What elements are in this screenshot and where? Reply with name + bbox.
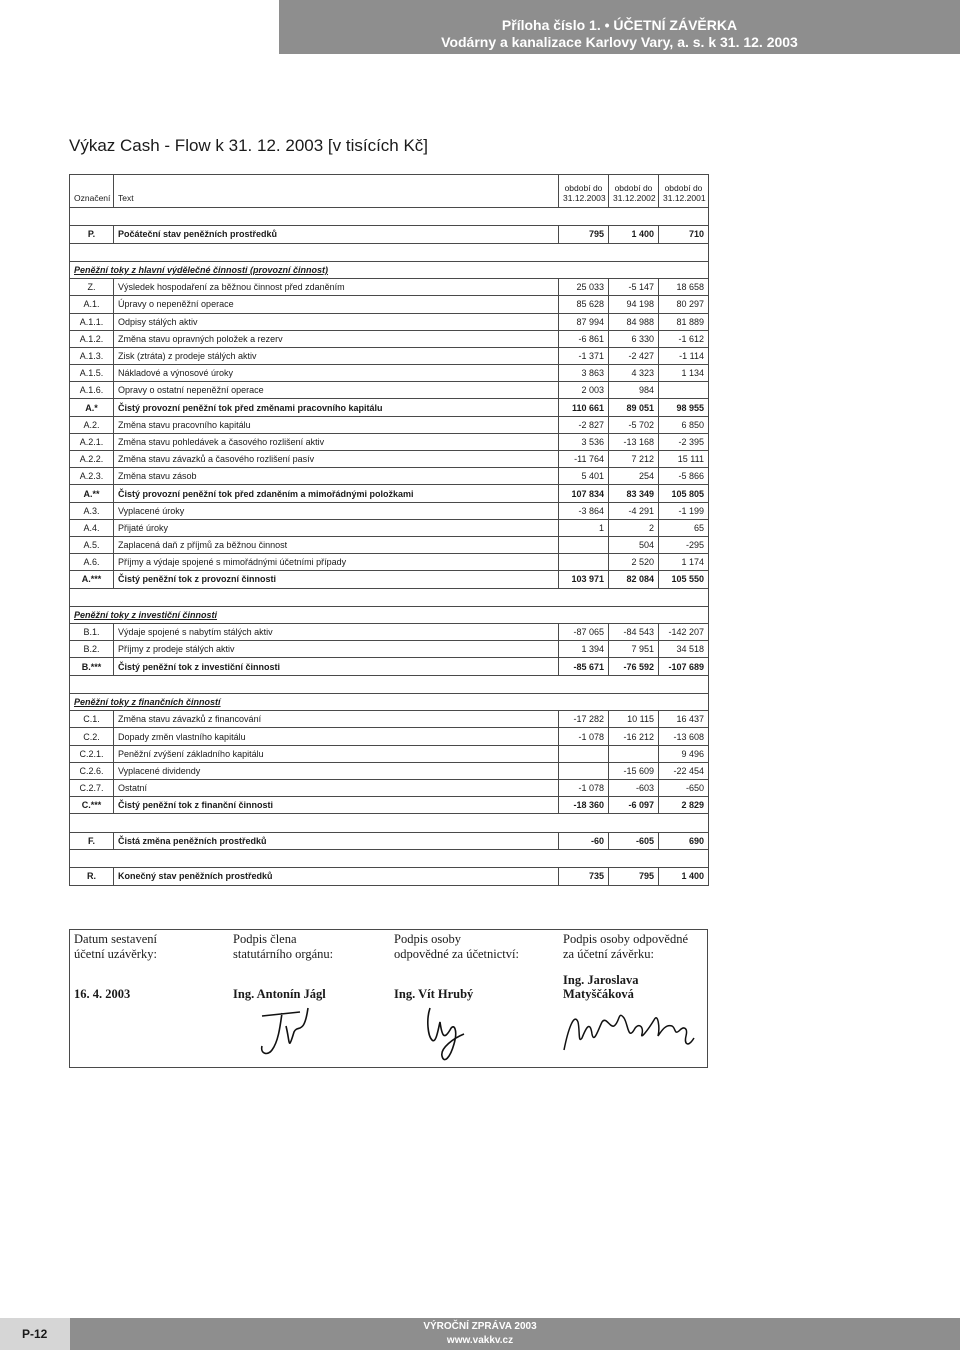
- signature-block: [69, 929, 708, 1068]
- value-2002: 1 400: [609, 226, 659, 243]
- row-code: A.1.1.: [70, 313, 114, 330]
- value-2002: 254: [609, 468, 659, 485]
- value-2001: 18 658: [659, 279, 709, 296]
- row-code: P.: [70, 226, 114, 243]
- page-title: Výkaz Cash - Flow k 31. 12. 2003 [v tisících Kč]: [69, 136, 429, 155]
- value-2003: [559, 536, 609, 553]
- row-text: Příjmy a výdaje spojené s mimořádnými účetními případy: [114, 554, 559, 571]
- row-code: A.2.3.: [70, 468, 114, 485]
- row-code: A.***: [70, 571, 114, 588]
- value-2001: 98 955: [659, 399, 709, 416]
- table-row: [70, 745, 709, 762]
- table-row: [70, 279, 709, 296]
- table-row: [70, 347, 709, 364]
- value-2002: 84 988: [609, 313, 659, 330]
- value-2003: -1 078: [559, 728, 609, 745]
- value-2003: [559, 762, 609, 779]
- value-2001: 16 437: [659, 711, 709, 728]
- row-code: A.2.2.: [70, 451, 114, 468]
- value-2002: 504: [609, 536, 659, 553]
- table-row: [70, 485, 709, 502]
- col-header-2002: období do 31.12.2002: [609, 175, 659, 208]
- table-row: [70, 468, 709, 485]
- col-header-2003: období do 31.12.2003: [559, 175, 609, 208]
- row-text: Dopady změn vlastního kapitálu: [114, 728, 559, 745]
- row-text: Výsledek hospodaření za běžnou činnost před zdaněním: [114, 279, 559, 296]
- row-text: Čistý provozní peněžní tok před změnami pracovního kapitálu: [114, 399, 559, 416]
- value-2001: -107 689: [659, 658, 709, 675]
- table-row: [70, 416, 709, 433]
- value-2001: 1 400: [659, 868, 709, 885]
- value-2002: [609, 745, 659, 762]
- row-text: Změna stavu pohledávek a časového rozlišení aktiv: [114, 433, 559, 450]
- row-text: Vyplacené úroky: [114, 502, 559, 519]
- value-2001: 105 805: [659, 485, 709, 502]
- row-text: Ostatní: [114, 780, 559, 797]
- value-2001: 81 889: [659, 313, 709, 330]
- value-2001: [659, 382, 709, 399]
- row-code: Z.: [70, 279, 114, 296]
- accountant-label: Podpis osoby odpovědné za účetnictví:: [394, 932, 519, 961]
- row-text: Změna stavu opravných položek a rezerv: [114, 330, 559, 347]
- value-2001: 6 850: [659, 416, 709, 433]
- table-row: [70, 797, 709, 814]
- value-2002: 7 951: [609, 641, 659, 658]
- table-row: [70, 451, 709, 468]
- row-text: Výdaje spojené s nabytím stálých aktiv: [114, 624, 559, 641]
- value-2003: -87 065: [559, 624, 609, 641]
- value-2001: 9 496: [659, 745, 709, 762]
- value-2001: 1 134: [659, 365, 709, 382]
- value-2003: -1 371: [559, 347, 609, 364]
- row-code: A.1.5.: [70, 365, 114, 382]
- row-code: A.5.: [70, 536, 114, 553]
- table-row: [70, 554, 709, 571]
- row-text: Konečný stav peněžních prostředků: [114, 868, 559, 885]
- value-2001: 65: [659, 519, 709, 536]
- value-2003: 107 834: [559, 485, 609, 502]
- table-row: [70, 519, 709, 536]
- value-2002: 2: [609, 519, 659, 536]
- value-2002: 2 520: [609, 554, 659, 571]
- value-2001: -2 395: [659, 433, 709, 450]
- table-row: [70, 502, 709, 519]
- value-2003: -60: [559, 832, 609, 849]
- value-2001: 710: [659, 226, 709, 243]
- value-2003: -1 078: [559, 780, 609, 797]
- value-2001: -1 199: [659, 502, 709, 519]
- value-2003: 25 033: [559, 279, 609, 296]
- row-text: Změna stavu zásob: [114, 468, 559, 485]
- table-row: [70, 762, 709, 779]
- value-2003: 87 994: [559, 313, 609, 330]
- value-2003: 1: [559, 519, 609, 536]
- row-text: Opravy o ostatní nepeněžní operace: [114, 382, 559, 399]
- section-row: [70, 694, 709, 711]
- section-row: [70, 606, 709, 623]
- value-2003: -17 282: [559, 711, 609, 728]
- header-band: [279, 0, 960, 54]
- row-code: A.1.6.: [70, 382, 114, 399]
- table-row: [70, 780, 709, 797]
- value-2002: -605: [609, 832, 659, 849]
- row-code: A.**: [70, 485, 114, 502]
- value-2002: -2 427: [609, 347, 659, 364]
- row-text: Počáteční stav peněžních prostředků: [114, 226, 559, 243]
- value-2001: -1 114: [659, 347, 709, 364]
- value-2003: 795: [559, 226, 609, 243]
- section-title: Peněžní toky z hlavní výdělečné činnosti (provozní činnost): [70, 261, 709, 278]
- signature-board: [250, 1002, 320, 1060]
- row-text: Odpisy stálých aktiv: [114, 313, 559, 330]
- value-2002: -76 592: [609, 658, 659, 675]
- row-code: C.***: [70, 797, 114, 814]
- value-2002: -16 212: [609, 728, 659, 745]
- row-text: Úpravy o nepeněžní operace: [114, 296, 559, 313]
- value-2001: -295: [659, 536, 709, 553]
- col-header-2001: období do 31.12.2001: [659, 175, 709, 208]
- row-text: Změna stavu pracovního kapitálu: [114, 416, 559, 433]
- spacer-row: [70, 849, 709, 867]
- footer-website: www.vakkv.cz: [446, 1335, 514, 1346]
- value-2003: 735: [559, 868, 609, 885]
- row-text: Nákladové a výnosové úroky: [114, 365, 559, 382]
- table-row: [70, 226, 709, 243]
- value-2002: -4 291: [609, 502, 659, 519]
- spacer-row: [70, 675, 709, 693]
- table-row: [70, 296, 709, 313]
- value-2001: -142 207: [659, 624, 709, 641]
- row-text: Čistá změna peněžních prostředků: [114, 832, 559, 849]
- board-name: Ing. Antonín Jágl: [233, 987, 326, 1001]
- board-label: Podpis člena statutárního orgánu:: [233, 932, 334, 961]
- row-text: Přijaté úroky: [114, 519, 559, 536]
- row-text: Čistý provozní peněžní tok před zdaněním a mimořádnými položkami: [114, 485, 559, 502]
- spacer-row: [70, 243, 709, 261]
- value-2002: -13 168: [609, 433, 659, 450]
- row-code: C.1.: [70, 711, 114, 728]
- value-2002: 984: [609, 382, 659, 399]
- row-code: C.2.6.: [70, 762, 114, 779]
- signature-accountant: [420, 1000, 480, 1066]
- row-code: A.*: [70, 399, 114, 416]
- footer-report-title: VÝROČNÍ ZPRÁVA 2003: [423, 1321, 537, 1332]
- table-row: [70, 330, 709, 347]
- row-code: C.2.: [70, 728, 114, 745]
- row-text: Vyplacené dividendy: [114, 762, 559, 779]
- value-2003: 3 863: [559, 365, 609, 382]
- value-2002: 6 330: [609, 330, 659, 347]
- row-text: Zisk (ztráta) z prodeje stálých aktiv: [114, 347, 559, 364]
- section-row: [70, 261, 709, 278]
- value-2003: 2 003: [559, 382, 609, 399]
- row-text: Čistý peněžní tok z finanční činnosti: [114, 797, 559, 814]
- closing-label: Podpis osoby odpovědné za účetní závěrku:: [563, 932, 688, 961]
- value-2002: -84 543: [609, 624, 659, 641]
- row-code: C.2.1.: [70, 745, 114, 762]
- row-text: Peněžní zvýšení základního kapitálu: [114, 745, 559, 762]
- value-2003: -6 861: [559, 330, 609, 347]
- value-2003: 103 971: [559, 571, 609, 588]
- value-2003: -3 864: [559, 502, 609, 519]
- row-code: B.1.: [70, 624, 114, 641]
- row-code: A.2.: [70, 416, 114, 433]
- header-line-1: Příloha číslo 1. • ÚČETNÍ ZÁVĚRKA: [501, 17, 738, 33]
- value-2003: -18 360: [559, 797, 609, 814]
- value-2003: [559, 554, 609, 571]
- value-2003: -2 827: [559, 416, 609, 433]
- value-2001: 80 297: [659, 296, 709, 313]
- row-code: R.: [70, 868, 114, 885]
- table-row: [70, 832, 709, 849]
- value-2002: 795: [609, 868, 659, 885]
- value-2001: 34 518: [659, 641, 709, 658]
- row-code: F.: [70, 832, 114, 849]
- date-label: Datum sestavení účetní uzávěrky:: [74, 932, 157, 961]
- table-row: [70, 365, 709, 382]
- value-2002: -5 147: [609, 279, 659, 296]
- section-title: Peněžní toky z finančních činností: [70, 694, 709, 711]
- table-row: [70, 624, 709, 641]
- value-2001: -650: [659, 780, 709, 797]
- value-2003: 1 394: [559, 641, 609, 658]
- col-header-code: Označení: [70, 175, 114, 208]
- table-row: [70, 433, 709, 450]
- value-2001: -13 608: [659, 728, 709, 745]
- table-row: [70, 399, 709, 416]
- spacer-row: [70, 814, 709, 832]
- value-2002: 82 084: [609, 571, 659, 588]
- row-text: Změna stavu závazků z financování: [114, 711, 559, 728]
- value-2001: -5 866: [659, 468, 709, 485]
- value-2001: 690: [659, 832, 709, 849]
- value-2001: 2 829: [659, 797, 709, 814]
- table-row: [70, 641, 709, 658]
- value-2002: 89 051: [609, 399, 659, 416]
- row-text: Změna stavu závazků a časového rozlišení pasív: [114, 451, 559, 468]
- row-text: Příjmy z prodeje stálých aktiv: [114, 641, 559, 658]
- value-2001: 15 111: [659, 451, 709, 468]
- row-code: C.2.7.: [70, 780, 114, 797]
- spacer-row: [70, 208, 709, 226]
- row-text: Zaplacená daň z příjmů za běžnou činnost: [114, 536, 559, 553]
- spacer-row: [70, 588, 709, 606]
- value-2003: -85 671: [559, 658, 609, 675]
- closing-name: Ing. Jaroslava Matyščáková: [563, 973, 639, 1001]
- header-line-2: Vodárny a kanalizace Karlovy Vary, a. s. k 31. 12. 2003: [441, 34, 798, 50]
- row-code: B.***: [70, 658, 114, 675]
- signature-closing: [558, 1000, 700, 1058]
- cash-flow-table: [69, 174, 709, 886]
- table-header-row: [70, 175, 709, 208]
- page-number: P-12: [22, 1327, 48, 1341]
- table-row: [70, 711, 709, 728]
- value-2002: 4 323: [609, 365, 659, 382]
- section-title: Peněžní toky z investiční činnosti: [70, 606, 709, 623]
- row-code: A.1.3.: [70, 347, 114, 364]
- value-2003: 85 628: [559, 296, 609, 313]
- table-row: [70, 536, 709, 553]
- row-code: A.3.: [70, 502, 114, 519]
- value-2002: 10 115: [609, 711, 659, 728]
- value-2003: [559, 745, 609, 762]
- value-2001: -1 612: [659, 330, 709, 347]
- value-2001: -22 454: [659, 762, 709, 779]
- row-text: Čistý peněžní tok z investiční činnosti: [114, 658, 559, 675]
- value-2002: -6 097: [609, 797, 659, 814]
- value-2002: 83 349: [609, 485, 659, 502]
- row-code: A.6.: [70, 554, 114, 571]
- row-code: A.1.2.: [70, 330, 114, 347]
- table-row: [70, 313, 709, 330]
- value-2002: 7 212: [609, 451, 659, 468]
- row-code: A.4.: [70, 519, 114, 536]
- value-2003: 3 536: [559, 433, 609, 450]
- date-value: 16. 4. 2003: [74, 987, 131, 1001]
- accountant-name: Ing. Vít Hrubý: [394, 987, 474, 1001]
- table-row: [70, 868, 709, 885]
- row-code: A.2.1.: [70, 433, 114, 450]
- value-2002: -15 609: [609, 762, 659, 779]
- value-2001: 1 174: [659, 554, 709, 571]
- value-2003: 5 401: [559, 468, 609, 485]
- value-2001: 105 550: [659, 571, 709, 588]
- table-row: [70, 571, 709, 588]
- value-2003: 110 661: [559, 399, 609, 416]
- value-2002: -603: [609, 780, 659, 797]
- table-row: [70, 382, 709, 399]
- row-code: A.1.: [70, 296, 114, 313]
- value-2002: 94 198: [609, 296, 659, 313]
- table-row: [70, 658, 709, 675]
- value-2002: -5 702: [609, 416, 659, 433]
- value-2003: -11 764: [559, 451, 609, 468]
- row-code: B.2.: [70, 641, 114, 658]
- table-row: [70, 728, 709, 745]
- row-text: Čistý peněžní tok z provozní činnosti: [114, 571, 559, 588]
- col-header-text: Text: [114, 175, 559, 208]
